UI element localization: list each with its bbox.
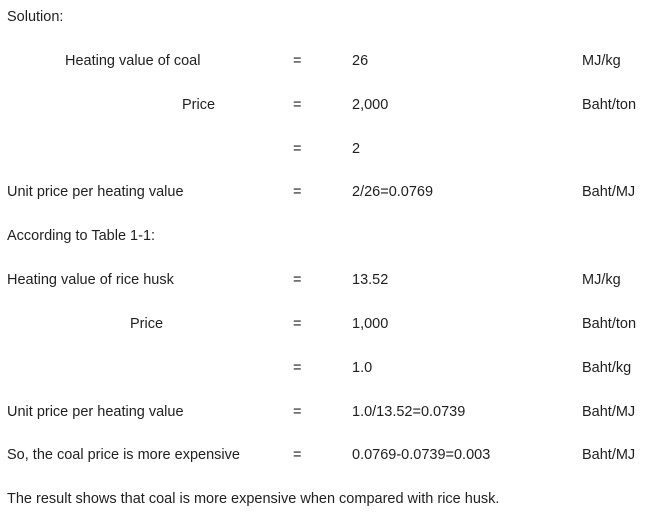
rice-husk-heating-value: 13.52 — [352, 272, 389, 288]
equals-sign: = — [293, 141, 302, 157]
coal-unit-price-unit: Baht/MJ — [582, 184, 636, 200]
coal-heating-value-label: Heating value of coal — [65, 53, 201, 69]
price-difference-label: So, the coal price is more expensive — [7, 447, 240, 463]
equals-sign: = — [293, 272, 302, 288]
rice-husk-heating-value-label: Heating value of rice husk — [7, 272, 174, 288]
rice-husk-price-label: Price — [130, 316, 164, 332]
coal-price-per-kg-value: 2 — [352, 141, 361, 157]
rice-husk-unit-price-unit: Baht/MJ — [582, 404, 636, 420]
price-difference-unit: Baht/MJ — [582, 447, 636, 463]
conclusion-text: The result shows that coal is more expensive when compared with rice husk. — [7, 491, 500, 507]
table-reference-text: According to Table 1-1: — [7, 228, 156, 244]
equals-sign: = — [293, 447, 302, 463]
coal-price-value: 2,000 — [352, 97, 389, 113]
coal-price-label: Price — [182, 97, 216, 113]
rice-husk-heating-value-unit: MJ/kg — [582, 272, 621, 288]
equals-sign: = — [293, 316, 302, 332]
equals-sign: = — [293, 404, 302, 420]
equals-sign: = — [293, 184, 302, 200]
rice-husk-unit-price-label: Unit price per heating value — [7, 404, 184, 420]
equals-sign: = — [293, 97, 302, 113]
coal-heating-value: 26 — [352, 53, 369, 69]
coal-heating-value-unit: MJ/kg — [582, 53, 621, 69]
price-difference-value: 0.0769-0.0739=0.003 — [352, 447, 491, 463]
solution-heading: Solution: — [7, 9, 64, 25]
equals-sign: = — [293, 360, 302, 376]
rice-husk-unit-price-value: 1.0/13.52=0.0739 — [352, 404, 466, 420]
equals-sign: = — [293, 53, 302, 69]
coal-price-unit: Baht/ton — [582, 97, 637, 113]
rice-husk-price-per-kg-value: 1.0 — [352, 360, 373, 376]
coal-unit-price-value: 2/26=0.0769 — [352, 184, 434, 200]
coal-unit-price-label: Unit price per heating value — [7, 184, 184, 200]
rice-husk-price-unit: Baht/ton — [582, 316, 637, 332]
rice-husk-price-per-kg-unit: Baht/kg — [582, 360, 632, 376]
rice-husk-price-value: 1,000 — [352, 316, 389, 332]
